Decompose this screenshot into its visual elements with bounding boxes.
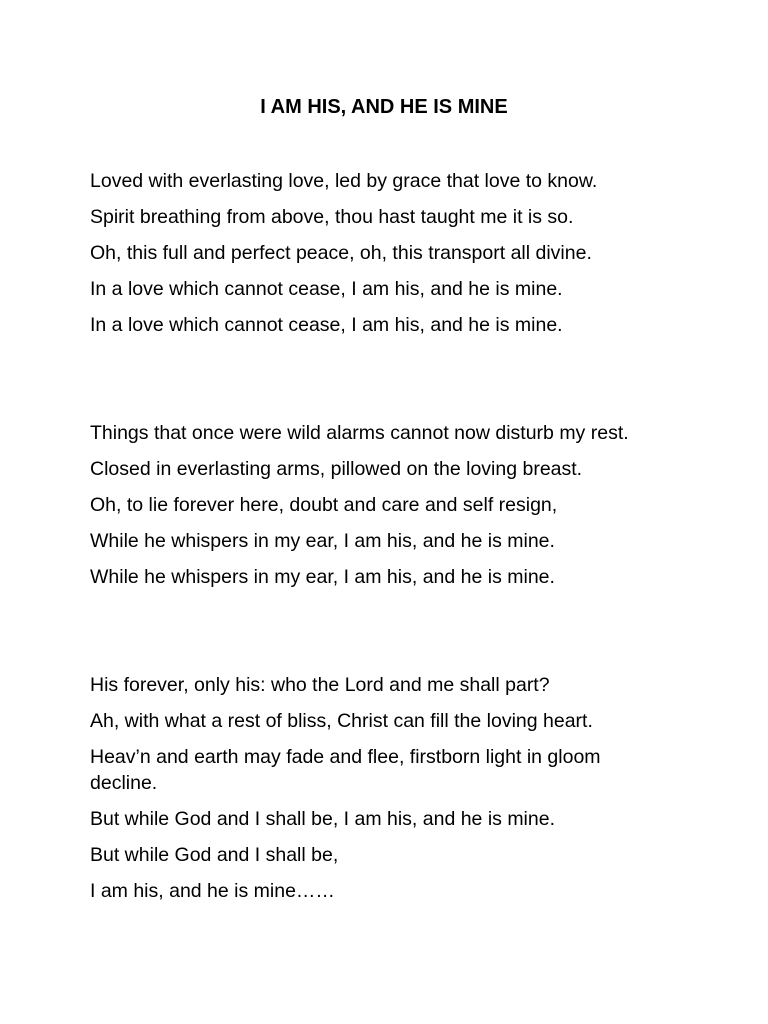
stanza-line: Heav’n and earth may fade and flee, firstborn light in gloom decline. <box>90 746 601 794</box>
stanza-line: Ah, with what a rest of bliss, Christ can fill the loving heart. <box>90 710 593 732</box>
stanza-line: But while God and I shall be, <box>90 844 339 866</box>
stanza-line: But while God and I shall be, I am his, and he is mine. <box>90 808 556 830</box>
stanza-line: I am his, and he is mine…… <box>90 880 335 902</box>
stanza-line: Things that once were wild alarms cannot now disturb my rest. <box>90 422 629 444</box>
stanza-1 <box>90 168 650 348</box>
stanza-line: His forever, only his: who the Lord and me shall part? <box>90 674 550 696</box>
stanza-line: Oh, to lie forever here, doubt and care and self resign, <box>90 494 558 516</box>
stanza-line: While he whispers in my ear, I am his, and he is mine. <box>90 566 555 588</box>
stanza-line: Spirit breathing from above, thou hast taught me it is so. <box>90 206 574 228</box>
stanza-line: Loved with everlasting love, led by grace that love to know. <box>90 170 598 192</box>
stanza-2 <box>90 420 650 600</box>
document-title: I AM HIS, AND HE IS MINE <box>260 96 508 118</box>
stanza-line: While he whispers in my ear, I am his, and he is mine. <box>90 530 555 552</box>
stanza-line: In a love which cannot cease, I am his, and he is mine. <box>90 314 563 336</box>
stanza-line: Oh, this full and perfect peace, oh, this transport all divine. <box>90 242 592 264</box>
stanza-3 <box>90 672 650 914</box>
stanza-line: Closed in everlasting arms, pillowed on the loving breast. <box>90 458 583 480</box>
stanza-line: In a love which cannot cease, I am his, and he is mine. <box>90 278 563 300</box>
